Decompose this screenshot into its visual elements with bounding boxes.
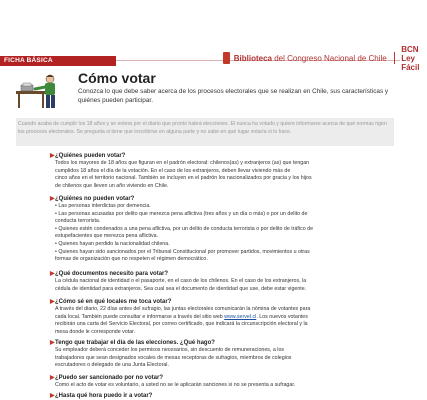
ley-facil-logo: BCN Ley Fácil [401,44,420,72]
question-heading [50,374,395,382]
answer-line: conducta terrorista. [55,218,101,225]
question-heading [50,298,395,306]
question-text: ¿Cómo sé en qué locales me toca votar? [55,299,172,305]
answer-line: mesa donde le corresponde votar. [55,328,136,335]
answer-line: • Quienes hayan sido sancionados por el Tribunal Constitucional por promover partidos, movimientos u otras [55,248,310,255]
voter-illustration-icon [15,73,61,109]
answer-line-text: cada local. También puede consultar e informarse a través del sitio web [55,313,223,320]
answer-line: cumplidos 18 años el día de la votación. En el caso de los extranjeros, deben llevar viviendo más de [55,167,291,174]
question-heading [50,392,395,400]
bcn-logo[interactable] [223,44,427,72]
question-text: ¿Puedo ser sancionado por no votar? [55,375,164,381]
answer-line: Como el acto de votar es voluntario, a usted no se le aplicarán sanciones si no se presenta a sufragar. [55,382,296,388]
answer-line: • Las personas interdictas por demencia. [55,203,151,209]
question-text: Tengo que trabajar el día de las elecciones. ¿Qué hago? [55,340,215,346]
answer-line-text: . Los nuevos votantes [256,313,308,320]
bullet-arrow-icon: ▶ [50,299,55,305]
answer-text [55,347,395,370]
question-heading [50,270,395,278]
answer-line-with-link [55,314,395,322]
page-title: Cómo votar [78,70,156,86]
ficha-badge: FICHA BÁSICA [0,56,116,66]
bullet-arrow-icon: ▶ [50,153,55,159]
question-heading [50,152,395,160]
section-quienes-pueden-votar [50,152,395,190]
section-trabajo-dia-elecciones [50,339,395,370]
question-text: ¿Quiénes no pueden votar? [55,196,135,202]
answer-line: estupefacientes que merezca pena aflictiva. [55,233,159,240]
answer-line: Su empleador deberá conceder los permisos necesarios, sin descuento de remuneraciones, a los [55,347,285,353]
answer-line: • Quienes hayan perdido la nacionalidad chilena. [55,240,170,247]
top-margin-left [0,0,223,20]
section-quienes-no-pueden-votar [50,195,395,264]
section-hora-de-votar [50,392,395,400]
servel-link[interactable]: www.servel.cl [224,313,257,320]
answer-text [55,382,395,390]
answer-line: La cédula nacional de identidad o el pasaporte, en el caso de los chilenos. En el caso de los extranjeros, la [55,278,307,284]
question-heading [50,339,395,347]
answer-line: A través del diario, 22 días antes del sufragio, las juntas electorales comunicarán la nómina de votantes para [55,306,311,312]
answer-line: • Quienes estén condenados a una pena aflictiva, por un delito de conducta terrorista o por delito de tráfico de [55,225,314,232]
bullet-arrow-icon: ▶ [50,340,55,346]
intro-text: Conozca lo que debe saber acerca de los procesos electorales que se realizan en Chile, sus características y quiénes pueden participar. [78,88,389,104]
section-sanciones [50,374,395,390]
answer-line: recibirán una carta del Servicio Electoral, por correo certificado, que indicará la circunscripción electoral y la [55,321,308,328]
case-note-text: Cuando acaba de cumplir los 18 años y se entera por el diario que pronto habrá elecciones. El nunca ha votado y quiere informarse acerca de qué normas rigen los procesos electorales. Se pregunta si tiene que inscribirse en alguna parte y no sabe en qué lugar votaría si lo hace. [18,121,387,135]
answer-line: de chilenos que lleven un año viviendo en Chile. [55,182,169,189]
answer-line: cédula de identidad para extranjeros. Sea cual sea el documento de identidad que use, debe estar vigente. [55,285,307,292]
bullet-arrow-icon: ▶ [50,393,55,399]
answer-text [55,306,395,336]
answer-line: formas de organización que no respeten el régimen democrático. [55,256,208,263]
bullet-arrow-icon: ▶ [50,196,55,202]
bcn-logo-text-rest: del Congreso Nacional de Chile [272,53,387,63]
question-heading [50,195,395,203]
answer-text [55,160,395,190]
bullet-arrow-icon: ▶ [50,375,55,381]
answer-line: Todos los mayores de 18 años que figuran en el padrón electoral: chilenos(as) y extranjeros (as) que tengan [55,160,310,166]
answer-line: cinco años en el territorio nacional. También se incluyen en el padrón los nacionalizados por gracia y los hijos [55,175,312,182]
bullet-arrow-icon: ▶ [50,271,55,277]
bcn-logo-text [234,54,387,63]
answer-line: trabajadores que sean designados vocales de mesas receptoras de sufragios, miembros de colegios [55,354,292,361]
section-documentos [50,270,395,293]
section-locales-de-votacion [50,298,395,336]
question-text: ¿Quiénes pueden votar? [55,153,126,159]
question-text: ¿Qué documentos necesito para votar? [55,271,169,277]
answer-text [55,278,395,293]
question-text: ¿Hasta qué hora puedo ir a votar? [55,393,153,399]
answer-line: escrutadores o delegado de una Junta Electoral. [55,362,169,369]
answer-text [55,203,395,264]
top-margin [0,0,400,20]
answer-line: • Las personas acusadas por delito que merezca pena aflictiva (tres años y un día o más) o por un delito de [55,210,308,217]
top-margin-right [223,0,400,20]
bcn-logo-text-bold: Biblioteca [233,53,272,63]
bcn-logo-icon [223,52,230,64]
